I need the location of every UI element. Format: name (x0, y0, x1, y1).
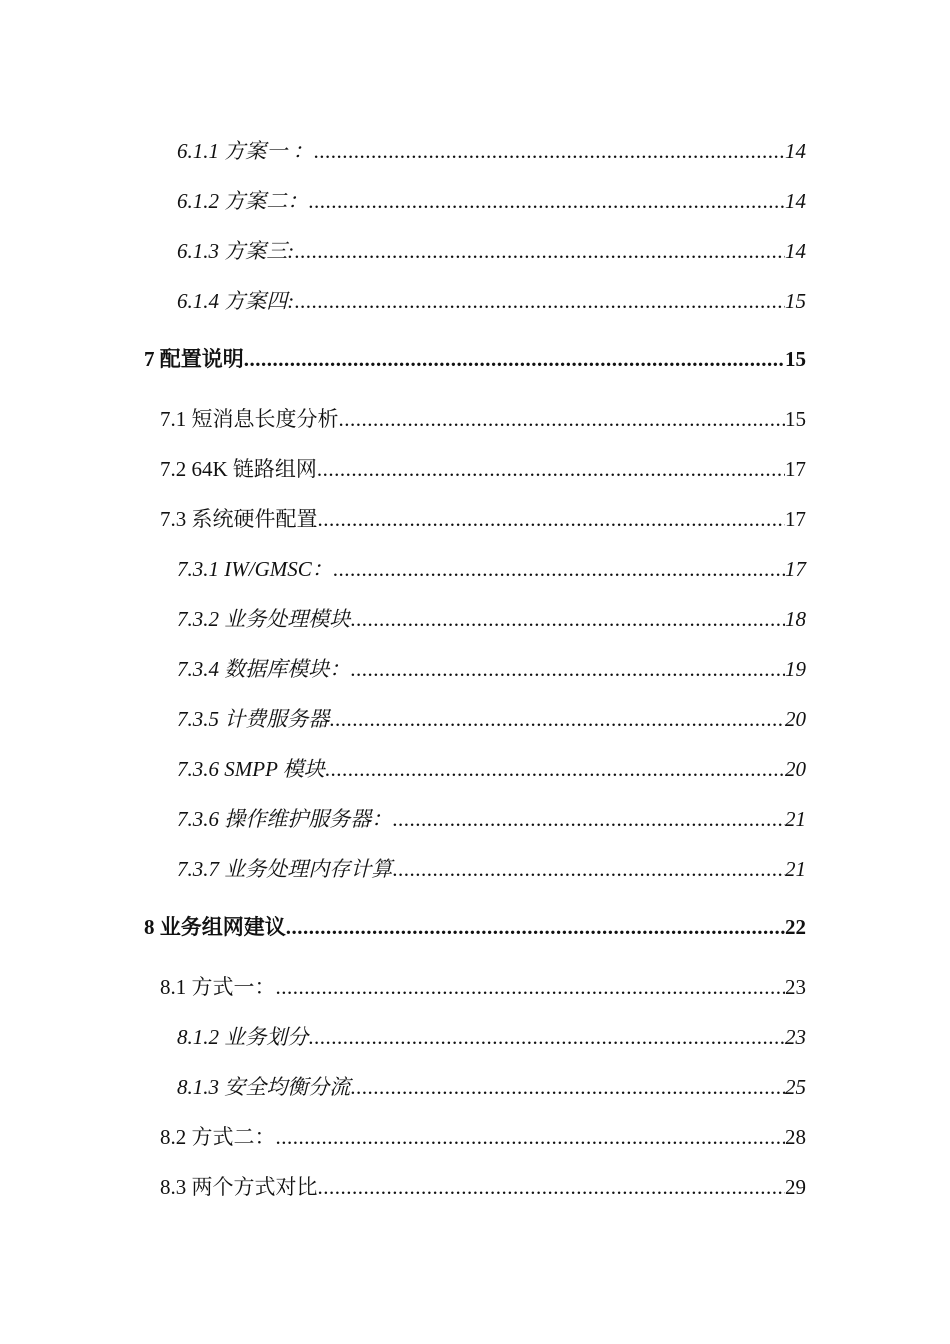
toc-page-number: 17 (785, 557, 806, 581)
dot-leader (314, 136, 786, 166)
toc-page-number: 21 (785, 857, 806, 881)
toc-page-number: 15 (785, 407, 806, 431)
dot-leader (318, 504, 786, 534)
toc-entry-8-1-2[interactable] (177, 1022, 806, 1052)
toc-entry-6-1-2[interactable] (177, 186, 806, 216)
toc-entry-label: 8.3 两个方式对比 (160, 1175, 318, 1199)
dot-leader (350, 1072, 785, 1102)
toc-entry-label: 6.1.1 方案一 ： (177, 139, 314, 163)
toc-entry-label: 6.1.4 方案四: (177, 289, 295, 313)
toc-entry-8-1-3[interactable] (177, 1072, 806, 1102)
dot-leader (329, 704, 785, 734)
dot-leader (244, 344, 785, 374)
dot-leader (339, 404, 786, 434)
toc-entry-label: 7.3 系统硬件配置 (160, 507, 318, 531)
toc-page-number: 18 (785, 607, 806, 631)
toc-entry-label: 7.2 64K 链路组网 (160, 457, 317, 481)
toc-page-number: 15 (785, 347, 806, 371)
toc-entry-6-1-3[interactable] (177, 236, 806, 266)
toc-entry-7-3-4[interactable] (177, 654, 806, 684)
toc-entry-label: 8.1.3 安全均衡分流 (177, 1075, 351, 1099)
toc-entry-7-3-1[interactable] (177, 554, 806, 584)
dot-leader (276, 1122, 786, 1152)
toc-entry-7-3[interactable] (160, 504, 806, 534)
toc-entry-label: 8 业务组网建议 (144, 915, 286, 939)
dot-leader (318, 1172, 786, 1202)
toc-entry-label: 7.3.4 数据库模块： (177, 657, 351, 681)
toc-page-number: 19 (785, 657, 806, 681)
dot-leader (308, 186, 785, 216)
toc-entry-7-3-7[interactable] (177, 854, 806, 884)
toc-entry-label: 7 配置说明 (144, 347, 244, 371)
toc-page-number: 22 (785, 915, 806, 939)
toc-entry-8-1[interactable] (160, 972, 806, 1002)
toc-entry-8-3[interactable] (160, 1172, 806, 1202)
toc-entry-7-3-6-smpp[interactable] (177, 754, 806, 784)
toc-entry-label: 7.3.1 IW/GMSC： (177, 557, 333, 581)
toc-page-number: 17 (785, 457, 806, 481)
toc-entry-label: 7.3.5 计费服务器 (177, 707, 330, 731)
toc-entry-label: 7.3.7 业务处理内存计算 (177, 857, 393, 881)
toc-entry-7-3-2[interactable] (177, 604, 806, 634)
toc-entry-7-2[interactable] (160, 454, 806, 484)
toc-page-number: 28 (785, 1125, 806, 1149)
dot-leader (350, 604, 785, 634)
toc-entry-6-1-1[interactable] (177, 136, 806, 166)
toc-entry-7-3-6-om[interactable] (177, 804, 806, 834)
toc-entry-label: 8.1.2 业务划分 (177, 1025, 309, 1049)
dot-leader (392, 854, 785, 884)
toc-entry-label: 7.3.2 业务处理模块 (177, 607, 351, 631)
toc-entry-label: 7.3.6 操作维护服务器： (177, 807, 393, 831)
dot-leader (294, 236, 785, 266)
dot-leader (276, 972, 786, 1002)
dot-leader (286, 912, 785, 942)
dot-leader (333, 554, 785, 584)
toc-entry-label: 8.2 方式二： (160, 1125, 276, 1149)
toc-page-number: 15 (785, 289, 806, 313)
dot-leader (294, 286, 785, 316)
toc-page-number: 14 (785, 139, 806, 163)
toc-page-number: 17 (785, 507, 806, 531)
dot-leader (317, 454, 785, 484)
toc-page-number: 21 (785, 807, 806, 831)
toc-page-number: 20 (785, 707, 806, 731)
dot-leader (325, 754, 785, 784)
dot-leader (350, 654, 785, 684)
toc-entry-label: 7.1 短消息长度分析 (160, 407, 339, 431)
toc-entry-label: 6.1.3 方案三: (177, 239, 295, 263)
dot-leader (392, 804, 785, 834)
toc-page-number: 14 (785, 239, 806, 263)
toc-entry-7-1[interactable] (160, 404, 806, 434)
toc-entry-8[interactable] (144, 912, 806, 942)
toc-page-number: 20 (785, 757, 806, 781)
toc-page-number: 23 (785, 975, 806, 999)
toc-page-number: 29 (785, 1175, 806, 1199)
toc-page-number: 23 (785, 1025, 806, 1049)
toc-entry-label: 8.1 方式一： (160, 975, 276, 999)
dot-leader (308, 1022, 785, 1052)
toc-page-number: 25 (785, 1075, 806, 1099)
toc-entry-label: 6.1.2 方案二： (177, 189, 309, 213)
toc-entry-7[interactable] (144, 344, 806, 374)
toc-entry-6-1-4[interactable] (177, 286, 806, 316)
toc-entry-7-3-5[interactable] (177, 704, 806, 734)
toc-page-number: 14 (785, 189, 806, 213)
toc-entry-8-2[interactable] (160, 1122, 806, 1152)
toc-entry-label: 7.3.6 SMPP 模块 (177, 757, 325, 781)
